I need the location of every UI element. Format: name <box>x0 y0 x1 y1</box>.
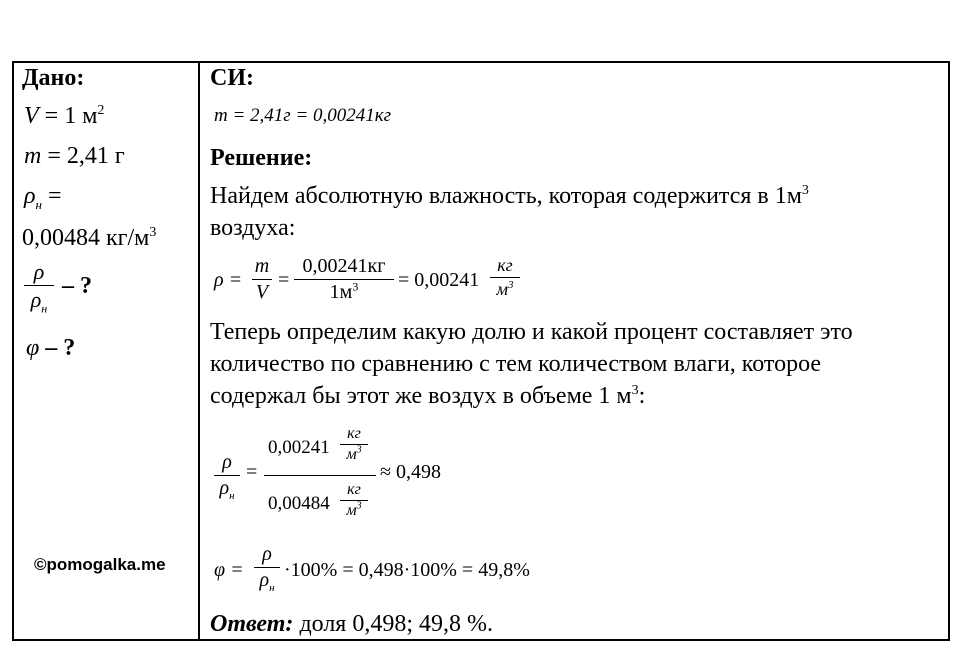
find-ratio-fraction: ρ $\rho_н$ <box>24 259 54 316</box>
formula2-numerator-unit: кг $м^3$ <box>340 425 368 465</box>
solution-table <box>12 61 950 641</box>
formula2-denominator-unit: кг $м^3$ <box>340 481 368 521</box>
formula2-result: ≈ 0,498 <box>380 461 441 483</box>
answer-label: Ответ: <box>210 611 294 637</box>
watermark: ©pomogalka.me <box>34 555 166 574</box>
solution-paragraph-2-line-3: содержал бы этот же воздух в объеме 1 $м^3$: <box>210 383 646 409</box>
answer-text: доля 0,498; 49,8 %. <box>293 611 494 637</box>
formula2-eq: = <box>246 461 258 483</box>
formula3-rest: ·100% = 0,498·100% = 49,8% <box>284 559 530 581</box>
formula2-denominator-value: 0,00484 <box>268 493 330 514</box>
solution-paragraph-1-line-2: воздуха: <box>210 215 296 241</box>
si-heading: СИ: <box>210 65 254 91</box>
answer-line <box>210 611 493 638</box>
formula1-fraction-m-over-v: m V <box>252 255 272 304</box>
formula2-fraction-bar <box>264 475 376 476</box>
given-saturated-density: $\rho_н$ = <box>24 183 62 212</box>
solution-heading: Решение: <box>210 145 313 171</box>
find-ratio-question: – ? <box>62 273 92 299</box>
solution-paragraph-1-line-1: Найдем абсолютную влажность, которая содержится в $1м^3$ <box>210 183 809 209</box>
formula3-lhs: φ = <box>214 559 244 581</box>
formula2-lhs-fraction: ρ $\rho_н$ <box>214 451 240 503</box>
given-mass: m = 2,41 г <box>24 143 125 169</box>
column-divider <box>198 63 200 639</box>
formula1-fraction-values: 0,00241кг $1м^3$ <box>294 255 394 304</box>
formula2-main-fraction <box>264 423 376 529</box>
given-saturated-density-value: 0,00484 $кг/м^3$ <box>22 225 157 251</box>
solution-paragraph-2-line-1: Теперь определим какую долю и какой процент составляет это <box>210 319 853 345</box>
given-volume: V = 1 $м^2$ <box>24 103 105 129</box>
formula3-fraction: ρ $\rho_н$ <box>254 543 280 595</box>
formula2-numerator-value: 0,00241 <box>268 437 330 458</box>
formula1-eq1: = <box>278 269 290 291</box>
formula1-unit-fraction: кг $м^3$ <box>490 255 520 299</box>
formula1-result: = 0,00241 <box>398 269 480 291</box>
find-humidity: φ – ? <box>26 335 76 361</box>
given-heading: Дано: <box>22 65 85 91</box>
solution-paragraph-2-line-2: количество по сравнению с тем количеством влаги, которое <box>210 351 822 377</box>
si-conversion: m = 2,41г = 0,00241кг <box>214 105 392 126</box>
formula1-lhs: ρ = <box>214 269 243 291</box>
